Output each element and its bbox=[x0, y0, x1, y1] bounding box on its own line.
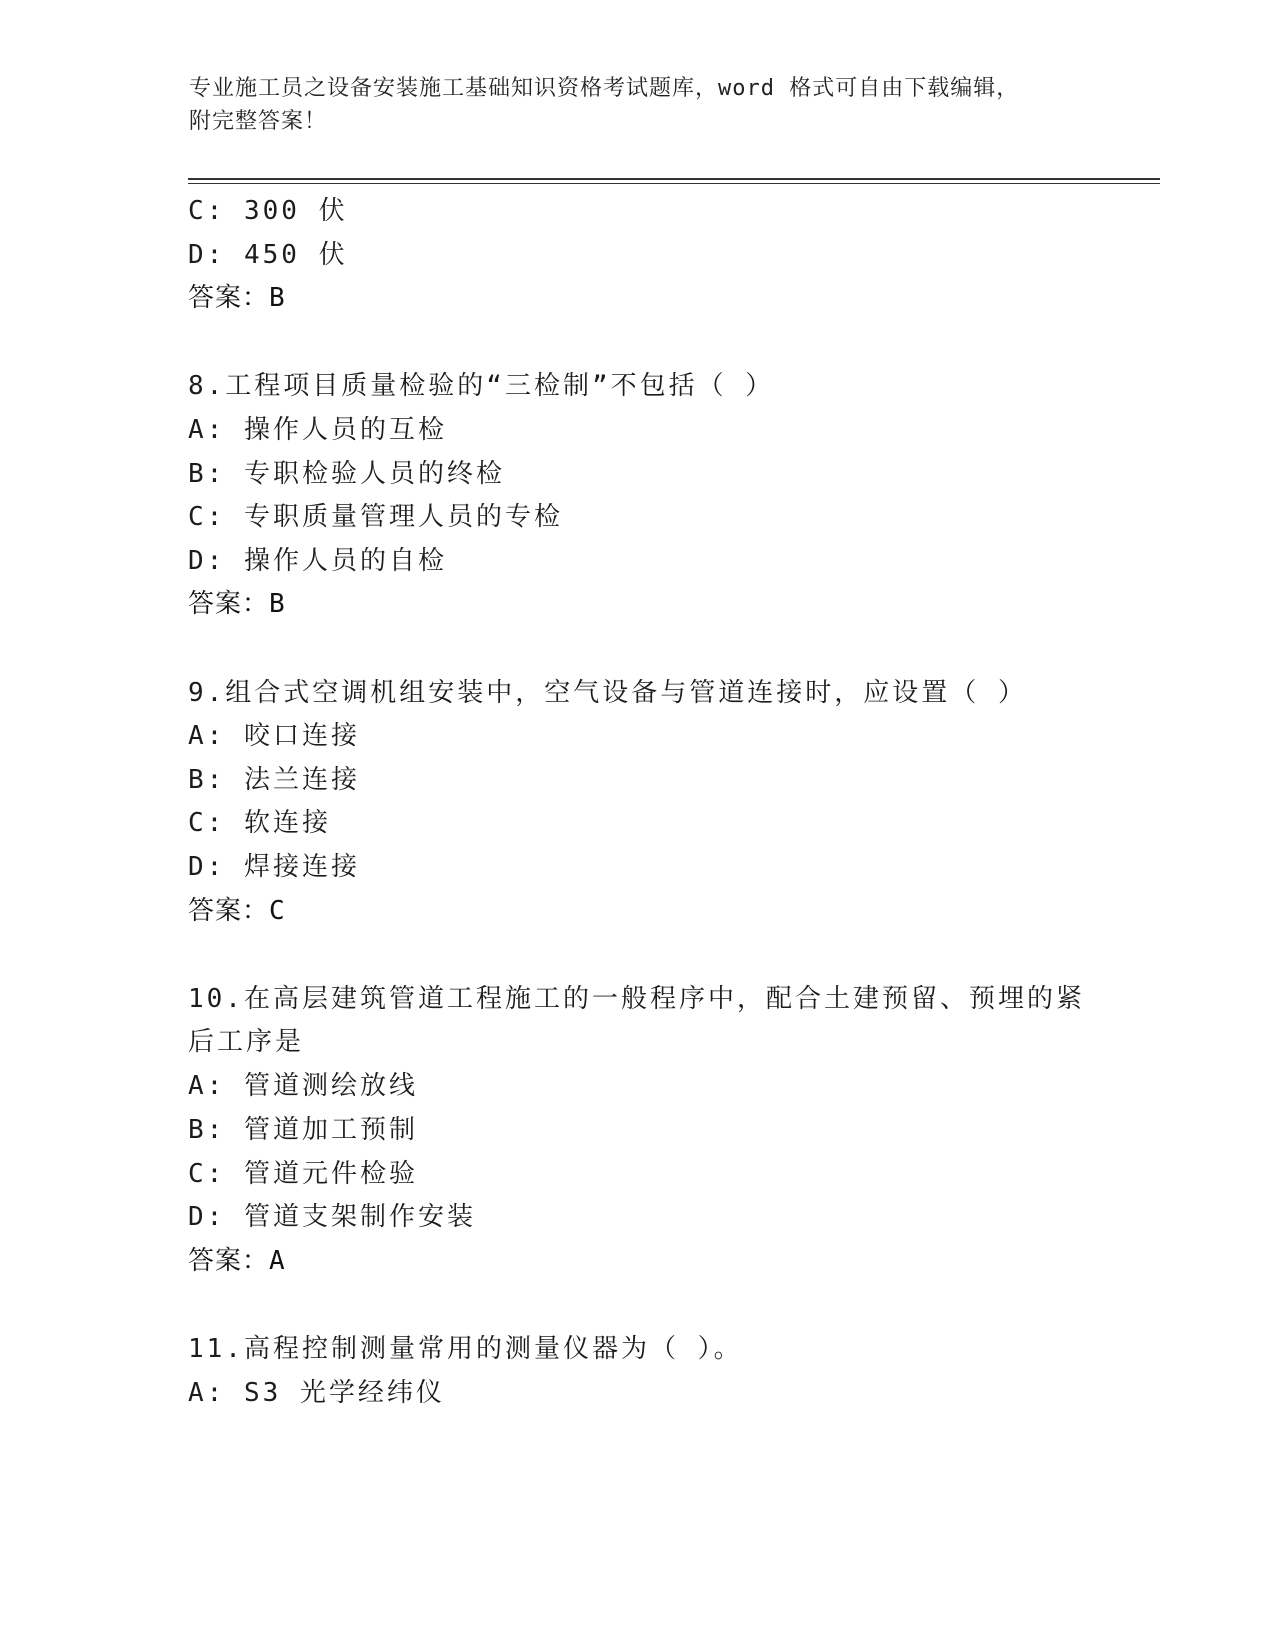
answer-q8: 答案：B bbox=[188, 589, 286, 619]
question-10-continued: 后工序是 bbox=[188, 1027, 305, 1057]
header-divider-secondary bbox=[188, 183, 1160, 184]
header-divider bbox=[188, 178, 1160, 180]
option-d-q7: D: 450 伏 bbox=[188, 240, 348, 270]
answer-q7: 答案：B bbox=[188, 283, 286, 313]
option-a-q11: A: S3 光学经纬仪 bbox=[188, 1378, 445, 1408]
option-b-q8: B: 专职检验人员的终检 bbox=[188, 459, 505, 489]
document-header bbox=[189, 72, 1089, 138]
option-c-q7: C: 300 伏 bbox=[188, 196, 348, 226]
question-11: 11.高程控制测量常用的测量仪器为（ ）。 bbox=[188, 1334, 743, 1364]
option-c-q9: C: 软连接 bbox=[188, 808, 331, 838]
option-b-q10: B: 管道加工预制 bbox=[188, 1115, 418, 1145]
question-8: 8.工程项目质量检验的“三检制”不包括（ ） bbox=[188, 371, 775, 401]
option-b-q9: B: 法兰连接 bbox=[188, 765, 360, 795]
option-d-q8: D: 操作人员的自检 bbox=[188, 546, 447, 576]
option-c-q10: C: 管道元件检验 bbox=[188, 1159, 418, 1189]
option-d-q10: D: 管道支架制作安装 bbox=[188, 1202, 476, 1232]
answer-q9: 答案：C bbox=[188, 896, 286, 926]
header-line-2: 附完整答案！ bbox=[189, 109, 328, 134]
option-a-q10: A: 管道测绘放线 bbox=[188, 1071, 418, 1101]
question-10: 10.在高层建筑管道工程施工的一般程序中，配合土建预留、预埋的紧 bbox=[188, 984, 1085, 1014]
option-c-q8: C: 专职质量管理人员的专检 bbox=[188, 502, 563, 532]
option-d-q9: D: 焊接连接 bbox=[188, 852, 360, 882]
question-9: 9.组合式空调机组安装中，空气设备与管道连接时，应设置（ ） bbox=[188, 678, 1027, 708]
answer-q10: 答案：A bbox=[188, 1246, 286, 1276]
option-a-q9: A: 咬口连接 bbox=[188, 721, 360, 751]
header-line-1: 专业施工员之设备安装施工基础知识资格考试题库，word 格式可自由下载编辑， bbox=[189, 76, 1020, 101]
option-a-q8: A: 操作人员的互检 bbox=[188, 415, 447, 445]
